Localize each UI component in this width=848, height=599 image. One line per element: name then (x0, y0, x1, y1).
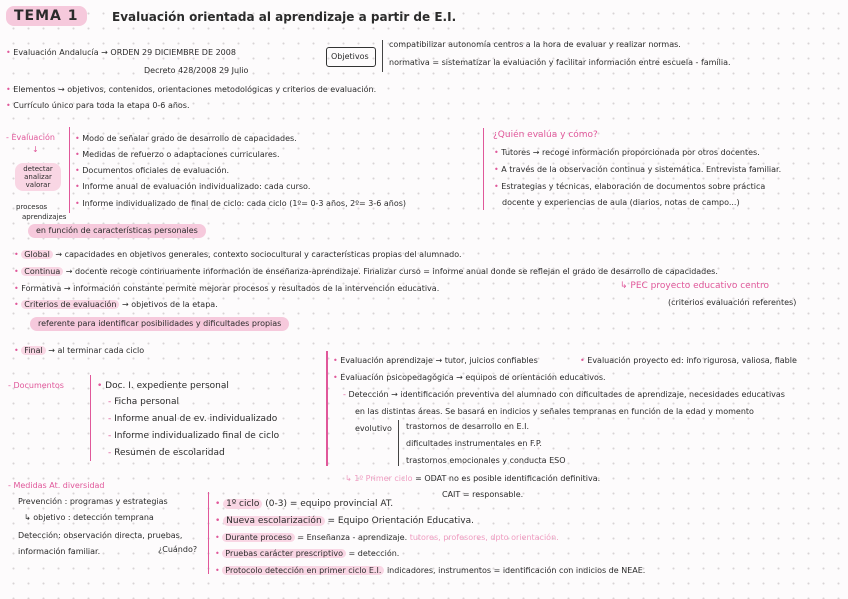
trastorno-item: trastornos emocionales y conducta ESO (406, 456, 566, 465)
deteccion-line-2: en las distintas áreas. Se basará en indicios y señales tempranas en función de la edad y momento (355, 407, 754, 416)
prevencion-line: Prevención : programas y estrategias (18, 497, 168, 506)
tema-badge (6, 6, 87, 26)
eval-proyecto: • Evaluación proyecto ed: info rigurosa, valiosa, fiable (580, 356, 797, 365)
eval-psicopedagogica: • Evaluación psicopedagógica → equipos de orientación educativos. (333, 373, 606, 382)
curriculo-line: • Currículo único para toda la etapa 0-6 años. (6, 101, 190, 110)
side-aprendizajes: aprendizajes (22, 213, 67, 221)
objetivo-2: normativa = sistematizar la evaluación y facilitar información entre escuela - familia. (389, 58, 731, 67)
quien-item: • Tutores → recoge información proporcionada por otros docentes. (494, 148, 760, 157)
trastorno-item: trastornos de desarrollo en E.I. (406, 422, 530, 431)
quien-item: • Estrategias y técnicas, elaboración de documentos sobre práctica (494, 182, 766, 191)
objetivo-line: ↳ objetivo : detección temprana (24, 513, 154, 522)
funcion-caracteristicas: en función de características personales (28, 224, 206, 238)
objetivo-1: compatibilizar autonomía centros a la hora de evaluar y realizar normas. (389, 40, 681, 49)
documento-item: - Resumen de escolaridad (108, 448, 225, 458)
eval-aprendizaje: • Evaluación aprendizaje → tutor, juicios confiables (333, 356, 538, 365)
evaluacion-item: • Informe individualizado de final de ciclo: cada ciclo (1º= 0-3 años, 2º= 3-6 años) (75, 199, 407, 208)
page-title: Evaluación orientada al aprendizaje a partir de E.I. (112, 10, 457, 24)
cait-line: CAIT = responsable. (442, 490, 524, 499)
criterios-referentes: (criterios evaluación referentes) (668, 298, 797, 307)
intro-line-1: • Evaluación Andalucía → ORDEN 29 DICIEMBRE DE 2008 (6, 48, 236, 57)
tema-label: TEMA 1 (14, 8, 79, 24)
evaluacion-side-box: detectar analizar valorar (15, 163, 61, 191)
evaluacion-item: • Informe anual de evaluación individualizado: cada curso. (75, 182, 311, 191)
global-line: • Global → capacidades en objetivos generales, contexto sociocultural y características propias del alumnado. (14, 250, 462, 259)
documento-item: - Informe anual de ev. individualizado (108, 414, 278, 424)
evaluacion-item: • Medidas de refuerzo o adaptaciones curriculares. (75, 150, 280, 159)
documentos-bracket (90, 375, 91, 461)
quien-title: ¿Quién evalúa y cómo? (493, 130, 598, 140)
deteccion-medidas-2: información familiar. (18, 547, 101, 556)
documento-item: - Informe individualizado final de ciclo (108, 431, 280, 441)
formativa-line: • Formativa → información constante permite mejorar procesos y resultados de la intervención educativa. (14, 284, 440, 293)
continua-line: • Continua → docente recoge continuamente información de enseñanza-aprendizaje. Finalizar curso = informe anual donde se reflejan el grado de desarrollo de capacidades. (14, 267, 718, 276)
documento-item: - Ficha personal (108, 397, 180, 407)
medidas-label: - Medidas At. diversidad (8, 481, 105, 490)
pruebas-line: • Pruebas carácter prescriptivo = detección. (215, 549, 400, 558)
documentos-label: - Documentos (8, 381, 64, 390)
deteccion-line-1: - Detección → identificación preventiva del alumnado con dificultades de aprendizaje, necesidades educativas (343, 390, 785, 399)
trastorno-item: dificultades instrumentales en F.P. (406, 439, 542, 448)
elementos-line: • Elementos → objetivos, contenidos, orientaciones metodológicas y criterios de evaluación. (6, 85, 377, 94)
down-arrow-icon: ↓ (32, 145, 39, 154)
final-line: • Final → al terminar cada ciclo (14, 346, 145, 355)
primer-ciclo-line: ↳ 1º Primer ciclo = ODAT no es posible identificación definitiva. (345, 474, 601, 483)
evolutivo: evolutivo (355, 424, 392, 433)
durante-proceso: • Durante proceso = Enseñanza - aprendizaje. tutores, profesores, dpto orientación. (215, 533, 559, 542)
evaluaciones-bar (326, 351, 328, 466)
referente-line: referente para identificar posibilidades y dificultades propias (30, 317, 289, 331)
quien-item: • A través de la observación continua y sistemática. Entrevista familiar. (494, 165, 782, 174)
nueva-escolarizacion: • Nueva escolarización = Equipo Orientación Educativa. (215, 516, 475, 526)
trastornos-bracket (398, 420, 399, 466)
pec-line: ↳ PEC proyecto educativo centro (620, 281, 769, 291)
cuando-label: ¿Cuándo? (158, 545, 198, 554)
evaluacion-item: • Documentos oficiales de evaluación. (75, 166, 230, 175)
quien-item: docente y experiencias de aula (diarios, notas de campo...) (502, 198, 740, 207)
ciclo-line: • 1º ciclo (0-3) = equipo provincial AT. (215, 499, 394, 509)
protocolo-line: • Protocolo detección en primer ciclo E.I. indicadores, instrumentos = identificación con indicios de NEAE. (215, 566, 646, 575)
objetivos-label: Objetivos (331, 52, 369, 61)
evaluacion-bracket (69, 127, 70, 213)
medidas-bracket (208, 492, 209, 574)
evaluacion-item: • Modo de señalar grado de desarrollo de capacidades. (75, 134, 297, 143)
documento-item: • Doc. I. expediente personal (97, 381, 229, 391)
quien-bracket (483, 128, 484, 210)
criterios-line: • Criterios de evaluación → objetivos de la etapa. (14, 300, 218, 309)
intro-line-2: Decreto 428/2008 29 Julio (144, 66, 249, 75)
side-procesos: procesos (16, 203, 48, 211)
evaluacion-label: - Evaluación (6, 133, 55, 142)
objetivos-bracket (382, 40, 383, 72)
deteccion-medidas-1: Detección: observación directa, pruebas, (18, 531, 183, 540)
